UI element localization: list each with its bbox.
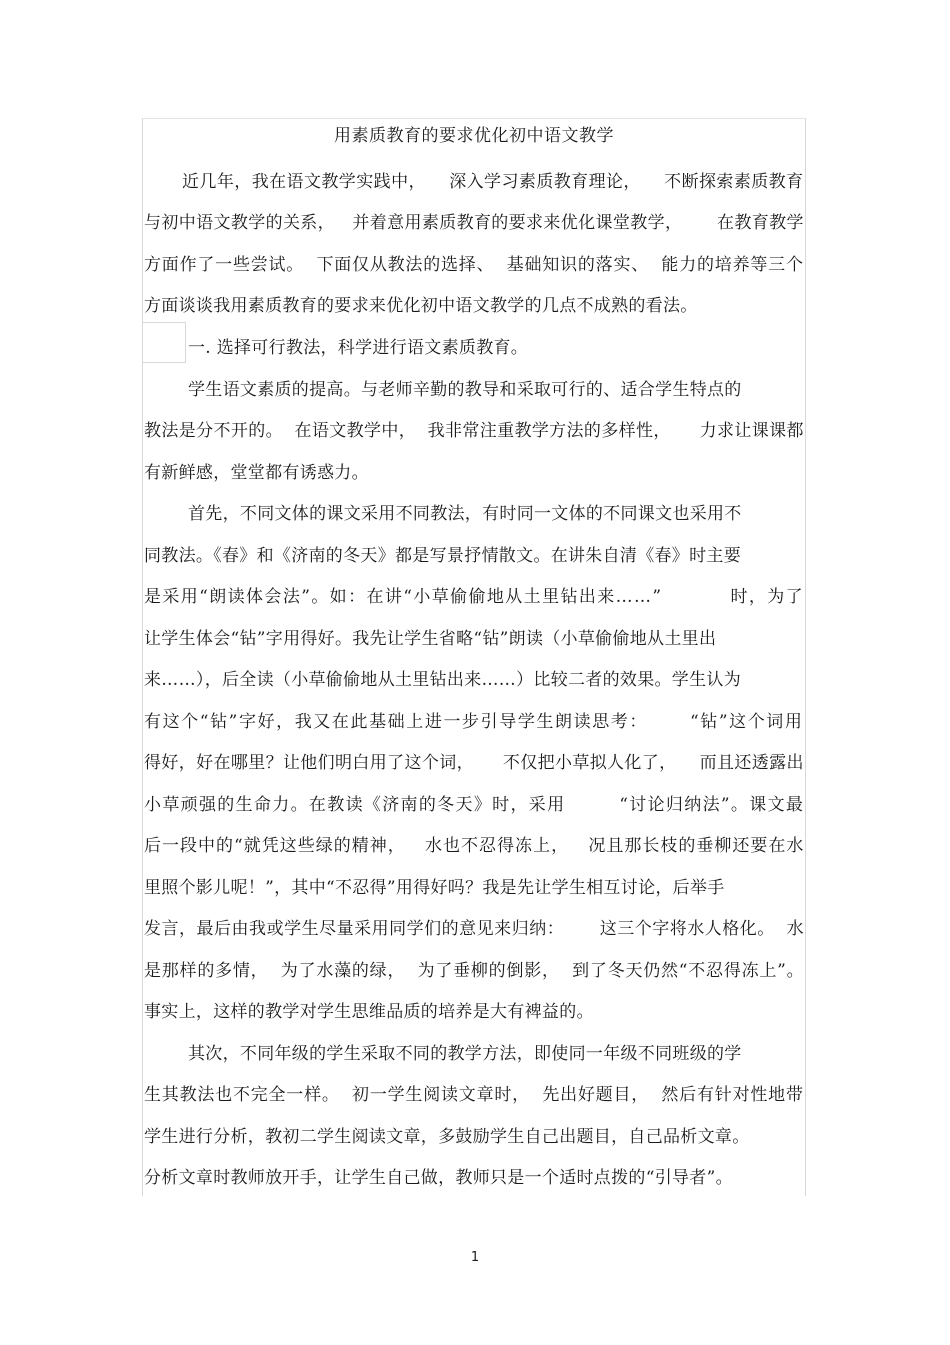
paragraph-line: 发言，最后由我或学生尽量采用同学们的意见来归纳： 这三个字将水人格化。 水: [144, 919, 805, 939]
paragraph-line: 来……），后全读（小草偷偷地从土里钻出来……）比较二者的效果。学生认为: [144, 670, 741, 690]
paragraph-line: 其次，不同年级的学生采取不同的教学方法，即使同一年级不同班级的学: [188, 1044, 742, 1064]
paragraph-line: 事实上，这样的教学对学生思维品质的培养是大有裨益的。: [144, 1002, 594, 1022]
paragraph-line: 教法是分不开的。 在语文教学中， 我非常注重教学方法的多样性， 力求让课课都: [144, 421, 804, 441]
paragraph-line: 后一段中的“就凭这些绿的精神， 水也不忍得冻上， 况且那长枝的垂柳还要在水: [144, 836, 805, 856]
paragraph-line: 有这个“钻”字好，我又在此基础上进一步引导学生朗读思考： “钻”这个词用: [144, 712, 804, 732]
heading-indent-box: [142, 322, 186, 363]
paragraph-line: 方面谈谈我用素质教育的要求来优化初中语文教学的几点不成熟的看法。: [144, 296, 698, 316]
paragraph-line: 是那样的多情， 为了水藻的绿， 为了垂柳的倒影， 到了冬天仍然“不忍得冻上”。: [144, 961, 805, 981]
page-border: [142, 118, 806, 1196]
paragraph-line: 让学生体会“钻”字用得好。我先让学生省略“钻”朗读（小草偷偷地从土里出: [144, 629, 717, 649]
paragraph-line: 与初中语文教学的关系， 并着意用素质教育的要求来优化课堂教学， 在教育教学: [144, 213, 804, 233]
paragraph-line: 分析文章时教师放开手，让学生自己做，教师只是一个适时点拨的“引导者”。: [144, 1168, 733, 1188]
paragraph-line: 同教法。《春》和《济南的冬天》都是写景抒情散文。在讲朱自清《春》时主要: [144, 546, 741, 566]
paragraph-line: 小草顽强的生命力。在教读《济南的冬天》时，采用 “讨论归纳法”。课文最: [144, 795, 805, 815]
paragraph-line: 得好，好在哪里？让他们明白用了这个词， 不仅把小草拟人化了， 而且还透露出: [144, 753, 804, 773]
paragraph-line: 有新鲜感，堂堂都有诱惑力。: [144, 463, 369, 483]
paragraph-line: 里照个影儿呢！”，其中“不忍得”用得好吗？我是先让学生相互讨论，后举手: [144, 878, 725, 898]
paragraph-line: 生其教法也不完全一样。 初一学生阅读文章时， 先出好题目， 然后有针对性地带: [144, 1085, 804, 1105]
document-title: 用素质教育的要求优化初中语文教学: [334, 126, 614, 146]
paragraph-line: 学生进行分析，教初二学生阅读文章，多鼓励学生自己出题目，自己品析文章。: [144, 1127, 750, 1147]
paragraph-line: 一. 选择可行教法，科学进行语文素质教育。: [188, 338, 529, 358]
page-number: 1: [470, 1250, 480, 1265]
paragraph-line: 方面作了一些尝试。 下面仅从教法的选择、 基础知识的落实、 能力的培养等三个: [144, 255, 804, 275]
paragraph-line: 首先，不同文体的课文采用不同教法，有时同一文体的不同课文也采用不: [188, 504, 742, 524]
paragraph-line: 学生语文素质的提高。与老师辛勤的教导和采取可行的、适合学生特点的: [188, 380, 742, 400]
paragraph-line: 是采用“朗读体会法”。如：在讲“小草偷偷地从土里钻出来……” 时，为了: [144, 587, 805, 607]
paragraph-line: 近几年，我在语文教学实践中， 深入学习素质教育理论， 不断探索素质教育: [182, 172, 804, 192]
